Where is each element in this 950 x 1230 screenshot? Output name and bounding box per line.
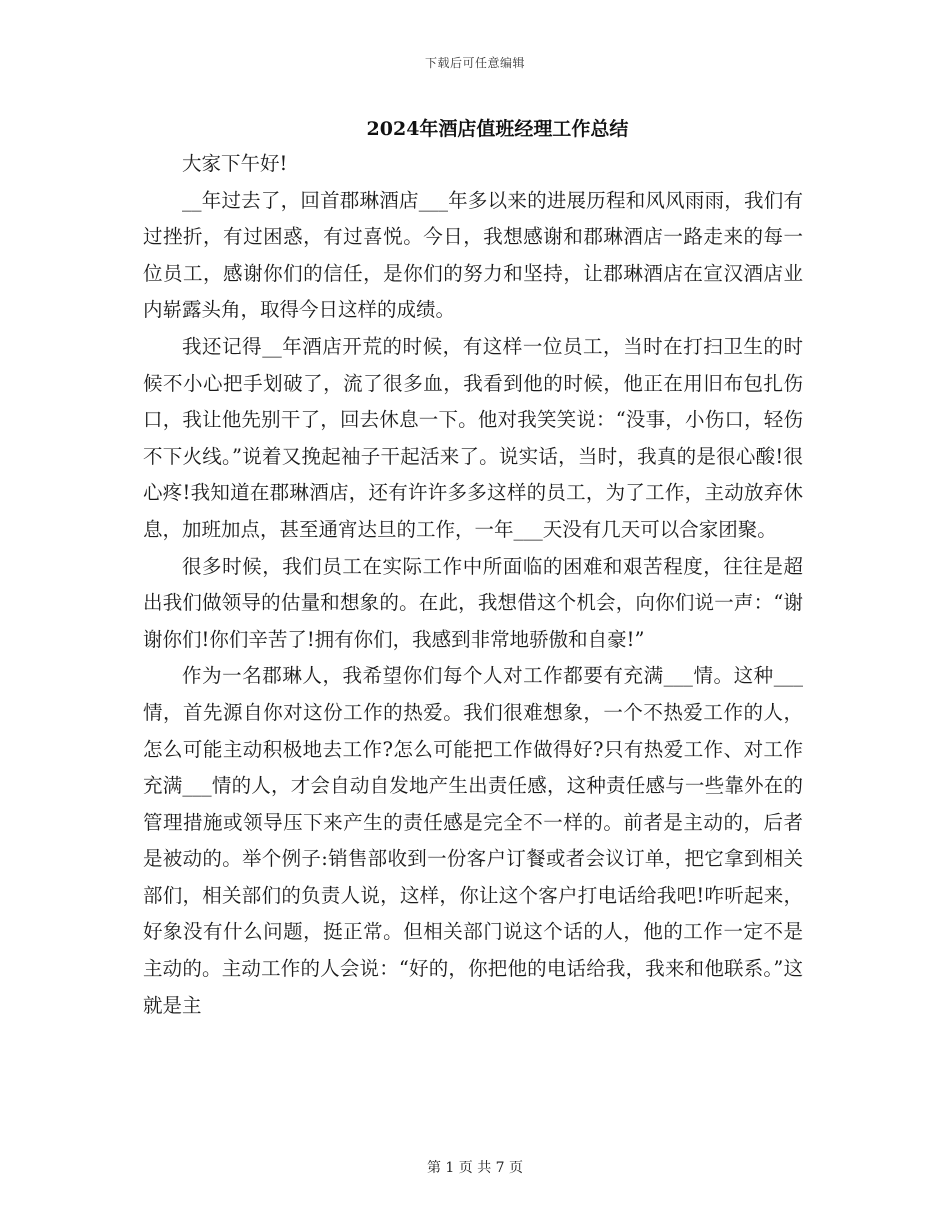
paragraph-greeting: 大家下午好! [182, 152, 288, 175]
header-note: 下载后可任意编辑 [424, 56, 525, 70]
page-number-footer: 第 1 页 共 7 页 [426, 1160, 524, 1176]
paragraph: 作为一名郡琳人，我希望你们每个人对工作都要有充满___情。这种___情，首先源自你对这份工作的热爱。我们很难想象，一个不热爱工作的人，怎么可能主动积极地去工作?怎么可能把工作做得好?只有热爱工作、对工作充满___情的人，才会自动自发地产生出责任感，这种责任感与一些靠外在的管理措施或领导压下来产生的责任感是完全不一样的。前者是主动的，后者是被动的。举个例子:销售部收到一份客户订餐或者会议订单，把它拿到相关部们，相关部们的负责人说，这样，你让这个客户打电话给我吧!咋听起来，好象没有什么问题，挺正常。但相关部门说这个话的人，他的工作一定不是主动的。主动工作的人会说：“好的，你把他的电话给我，我来和他联系。”这就是主 [143, 664, 803, 1017]
document-title: 2024年酒店值班经理工作总结 [366, 118, 629, 140]
paragraph: __年过去了，回首郡琳酒店___年多以来的进展历程和风风雨雨，我们有过挫折，有过困惑，有过喜悦。今日，我想感谢和郡琳酒店一路走来的每一位员工，感谢你们的信任，是你们的努力和坚持，让郡琳酒店在宣汉酒店业内崭露头角，取得今日这样的成绩。 [143, 188, 803, 322]
paragraph: 我还记得__年酒店开荒的时候，有这样一位员工，当时在打扫卫生的时候不小心把手划破了，流了很多血，我看到他的时候，他正在用旧布包扎伤口，我让他先别干了，回去休息一下。他对我笑笑说：“没事，小伤口，轻伤不下火线。”说着又挽起袖子干起活来了。说实话，当时，我真的是很心酸!很心疼!我知道在郡琳酒店，还有许许多多这样的员工，为了工作，主动放弃休息，加班加点，甚至通宵达旦的工作，一年___天没有几天可以合家团聚。 [143, 334, 803, 541]
paragraph: 很多时候，我们员工在实际工作中所面临的困难和艰苦程度，往往是超出我们做领导的估量和想象的。在此，我想借这个机会，向你们说一声：“谢谢你们!你们辛苦了!拥有你们，我感到非常地骄傲和自豪!” [143, 554, 803, 651]
document-body [143, 146, 803, 1024]
